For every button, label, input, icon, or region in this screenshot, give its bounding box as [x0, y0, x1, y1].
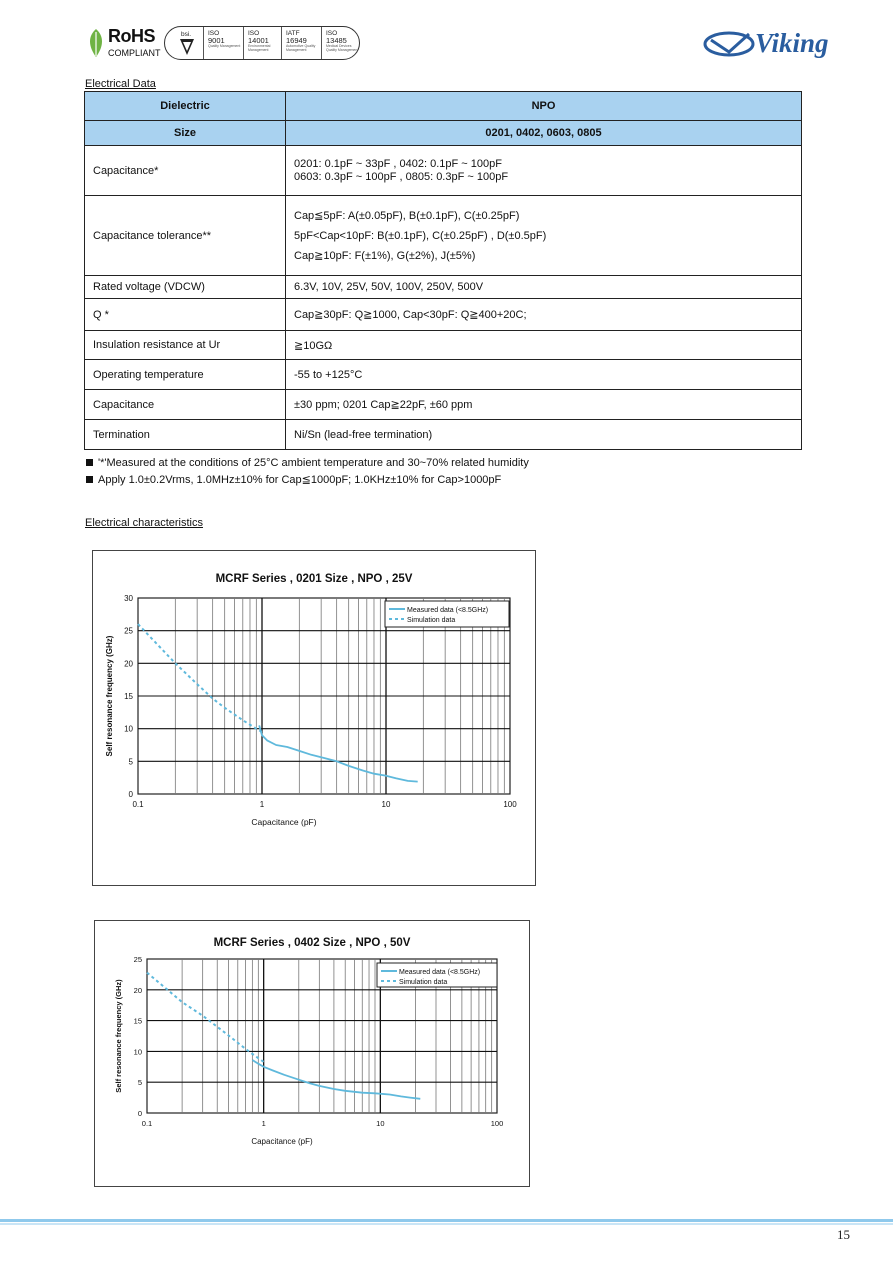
footer-rule [0, 1219, 893, 1222]
row-label: Insulation resistance at Ur [85, 331, 286, 360]
x-axis-label: Capacitance (pF) [251, 817, 317, 827]
x-tick-label: 1 [261, 1119, 266, 1128]
row-value: -55 to +125°C [286, 360, 802, 390]
table-row [85, 276, 802, 299]
electrical-data-table [84, 91, 802, 450]
row-value: 6.3V, 10V, 25V, 50V, 100V, 250V, 500V [286, 276, 802, 299]
table-notes [86, 455, 529, 489]
brand-name: Viking [755, 28, 829, 58]
page-header [86, 22, 851, 64]
x-tick-label: 10 [376, 1119, 385, 1128]
certification-strip [164, 26, 360, 60]
y-tick-label: 20 [124, 659, 133, 669]
header-cell: NPO [286, 92, 802, 121]
header-cell: 0201, 0402, 0603, 0805 [286, 121, 802, 146]
row-value: ≧10GΩ [286, 331, 802, 360]
rohs-title: RoHS [108, 26, 155, 46]
cert-iso-13485: ISO 13485 Medical Devices Quality Management [321, 27, 360, 59]
y-tick-label: 25 [133, 955, 142, 964]
cert-iso-14001: ISO 14001 Environmental Management [243, 27, 281, 59]
x-axis-label: Capacitance (pF) [251, 1137, 313, 1146]
cert-iso-9001: ISO 9001 Quality Management [203, 27, 243, 59]
table-row [85, 420, 802, 450]
x-tick-label: 100 [490, 1119, 504, 1128]
bsi-kitemark-icon [171, 29, 203, 59]
footer-rule-light [0, 1223, 893, 1225]
row-label: Q * [85, 299, 286, 331]
electrical-characteristics-title: Electrical characteristics [85, 517, 203, 529]
y-tick-label: 5 [135, 1078, 142, 1088]
legend-entry: Simulation data [407, 617, 456, 624]
y-tick-label: 0 [128, 790, 133, 799]
y-tick-label: 20 [133, 985, 142, 995]
chart-svg [93, 551, 537, 887]
y-tick-label: 5 [128, 757, 133, 767]
row-label: Capacitance tolerance** [85, 196, 286, 276]
bsi-label: bsi. [181, 31, 192, 38]
page-number: 15 [837, 1227, 850, 1242]
row-value: ±30 ppm; 0201 Cap≧22pF, ±60 ppm [286, 390, 802, 420]
y-tick-label: 10 [133, 1047, 142, 1057]
row-label: Termination [85, 420, 286, 450]
row-value: Cap≦5pF: A(±0.05pF), B(±0.1pF), C(±0.25pF) 5pF<Cap<10pF: B(±0.1pF), C(±0.25pF) , D(±0.5pF) Cap≧10pF: F(±1%), G(±2%), J(±5%) [286, 196, 802, 276]
row-label: Operating temperature [85, 360, 286, 390]
chart-svg [95, 921, 531, 1188]
table-row [85, 92, 802, 121]
row-label: Rated voltage (VDCW) [85, 276, 286, 299]
legend-entry: Measured data (<8.5GHz) [407, 607, 489, 614]
x-tick-label: 10 [381, 800, 391, 809]
leaf-icon [86, 28, 106, 58]
x-tick-label: 1 [259, 800, 265, 809]
legend-entry: Measured data (<8.5GHz) [399, 969, 481, 976]
x-tick-label: 100 [503, 800, 517, 809]
y-tick-label: 25 [124, 626, 133, 636]
row-value: Ni/Sn (lead-free termination) [286, 420, 802, 450]
legend-entry: Simulation data [399, 979, 448, 986]
table-row [85, 331, 802, 360]
x-tick-label: 0.1 [132, 800, 144, 809]
table-row [85, 360, 802, 390]
row-value: 0201: 0.1pF ~ 33pF , 0402: 0.1pF ~ 100pF 0603: 0.3pF ~ 100pF , 0805: 0.3pF ~ 100pF [286, 146, 802, 196]
chart-title: MCRF Series , 0201 Size , NPO , 25V [215, 573, 413, 585]
row-label: Capacitance* [85, 146, 286, 196]
electrical-data-title: Electrical Data [85, 78, 156, 90]
table-row [85, 121, 802, 146]
note-item: Apply 1.0±0.2Vrms, 1.0MHz±10% for Cap≦1000pF; 1.0KHz±10% for Cap>1000pF [86, 472, 529, 489]
srf-chart-0201 [92, 550, 536, 886]
y-tick-label: 10 [124, 724, 133, 734]
row-value: Cap≧30pF: Q≧1000, Cap<30pF: Q≧400+20C; [286, 299, 802, 331]
y-axis-label: Self resonance frequency (GHz) [114, 979, 123, 1093]
table-row [85, 146, 802, 196]
y-tick-label: 30 [124, 594, 133, 603]
table-row [85, 299, 802, 331]
y-axis-label: Self resonance frequency (GHz) [105, 635, 114, 757]
note-item: '*'Measured at the conditions of 25°C ambient temperature and 30~70% related humidity [86, 455, 529, 472]
table-row [85, 196, 802, 276]
viking-logo [703, 24, 851, 62]
header-cell: Size [85, 121, 286, 146]
rohs-subtitle: COMPLIANT [108, 48, 161, 58]
y-tick-label: 0 [137, 1109, 142, 1118]
row-label: Capacitance [85, 390, 286, 420]
y-tick-label: 15 [124, 692, 133, 701]
rohs-badge [86, 26, 161, 62]
x-tick-label: 0.1 [141, 1119, 153, 1128]
chart-title: MCRF Series , 0402 Size , NPO , 50V [213, 937, 411, 949]
y-tick-label: 15 [133, 1016, 142, 1026]
cert-iatf-16949: IATF 16949 Automotive Quality Management [281, 27, 321, 59]
table-row [85, 390, 802, 420]
header-cell: Dielectric [85, 92, 286, 121]
srf-chart-0402 [94, 920, 530, 1187]
